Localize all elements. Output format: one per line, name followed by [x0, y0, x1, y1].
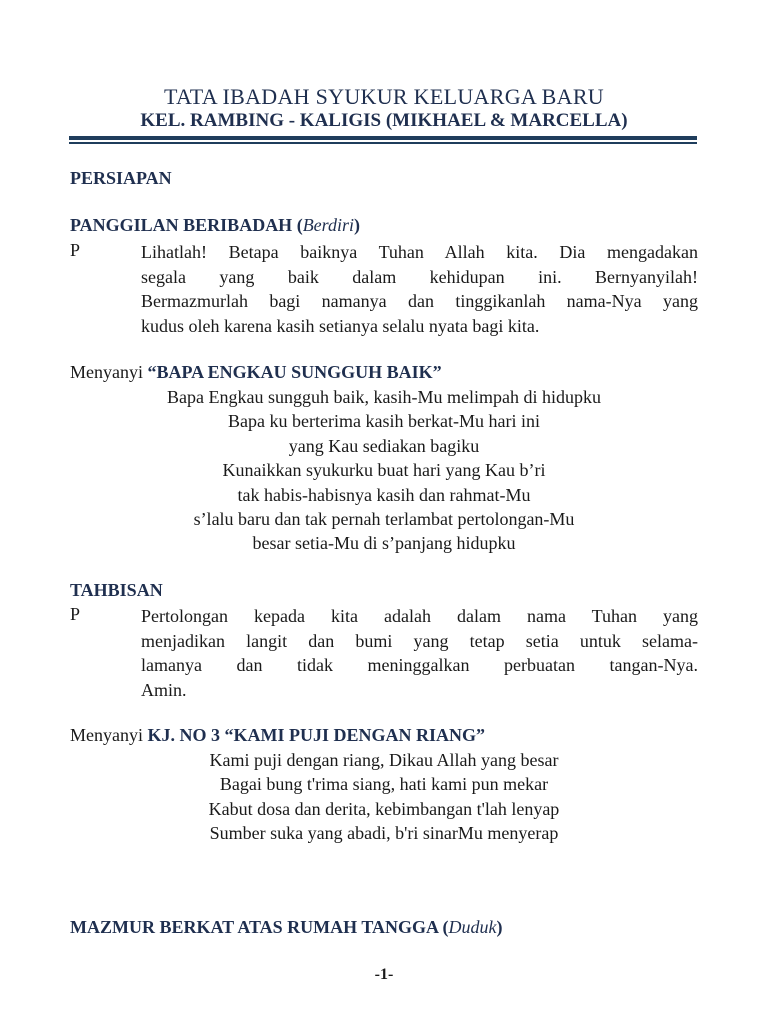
- lyric-line: Bapa ku berterima kasih berkat-Mu hari ini: [228, 411, 540, 432]
- lyric-line: Kabut dosa dan derita, kebimbangan t'lah lenyap: [208, 798, 560, 819]
- lyric-line: Sumber suka yang abadi, b'ri sinarMu menyerap: [209, 823, 559, 844]
- panggilan-line: Bermazmurlah bagi namanya dan tinggikanlah nama-Nya yang: [141, 291, 698, 311]
- heading-panggilan-label: PANGGILAN BERIBADAH (: [70, 215, 303, 235]
- heading-mazmur-label: MAZMUR BERKAT ATAS RUMAH TANGGA (: [70, 917, 449, 937]
- panggilan-line: segala yang baik dalam kehidupan ini. Bernyanyilah!: [141, 266, 698, 287]
- lyric-line: Bapa Engkau sungguh baik, kasih-Mu melimpah di hidupku: [167, 387, 601, 407]
- lyric-line: yang Kau sediakan bagiku: [288, 435, 480, 456]
- song2-lyrics: [0, 748, 768, 846]
- song2-prefix: Menyanyi: [70, 725, 148, 745]
- tahbisan-line: lamanya dan tidak meninggalkan perbuatan tangan-Nya.: [141, 655, 698, 675]
- tahbisan-line: Amin.: [141, 679, 187, 700]
- heading-mazmur-note: Duduk: [448, 917, 497, 937]
- panggilan-line: kudus oleh karena kasih setianya selalu nyata bagi kita.: [141, 315, 540, 336]
- heading-panggilan-note: Berdiri: [302, 215, 355, 235]
- lyric-line: tak habis-habisnya kasih dan rahmat-Mu: [237, 484, 531, 505]
- tahbisan-line: menjadikan langit dan bumi yang tetap setia untuk selama-: [141, 630, 698, 651]
- page-number: -1-: [374, 966, 394, 983]
- panggilan-paragraph: [141, 240, 698, 338]
- heading-mazmur-close: ): [496, 917, 503, 937]
- lyric-line: s’lalu baru dan tak pernah terlambat pertolongan-Mu: [193, 509, 575, 530]
- song1-heading: [70, 362, 442, 383]
- heading-panggilan-beribadah: [70, 215, 360, 236]
- song1-lyrics: [0, 385, 768, 556]
- header-rule-thin: [69, 142, 697, 144]
- heading-tahbisan: TAHBISAN: [70, 580, 163, 600]
- lyric-line: Kami puji dengan riang, Dikau Allah yang besar: [209, 750, 559, 770]
- lyric-line: Kunaikkan syukurku buat hari yang Kau b’ri: [222, 460, 546, 481]
- tahbisan-paragraph: [141, 604, 698, 702]
- song2-heading: [70, 725, 485, 746]
- heading-persiapan: PERSIAPAN: [70, 168, 172, 188]
- heading-mazmur: [70, 917, 503, 938]
- panggilan-line: Lihatlah! Betapa baiknya Tuhan Allah kita. Dia mengadakan: [141, 242, 698, 262]
- song2-title: KJ. NO 3 “KAMI PUJI DENGAN RIANG”: [147, 725, 485, 745]
- document-subtitle: KEL. RAMBING - KALIGIS (MIKHAEL & MARCELLA): [140, 110, 628, 131]
- lyric-line: besar setia-Mu di s’panjang hidupku: [252, 533, 516, 554]
- heading-panggilan-close: ): [354, 215, 361, 235]
- header-rule-thick: [69, 136, 697, 140]
- speaker-p-tahbisan: P: [70, 604, 81, 624]
- lyric-line: Bagai bung t'rima siang, hati kami pun mekar: [219, 774, 549, 795]
- song1-title: “BAPA ENGKAU SUNGGUH BAIK”: [147, 362, 442, 382]
- speaker-p-panggilan: P: [70, 240, 81, 260]
- tahbisan-line: Pertolongan kepada kita adalah dalam nama Tuhan yang: [141, 606, 698, 626]
- song1-prefix: Menyanyi: [70, 362, 148, 382]
- document-title: TATA IBADAH SYUKUR KELUARGA BARU: [164, 84, 604, 109]
